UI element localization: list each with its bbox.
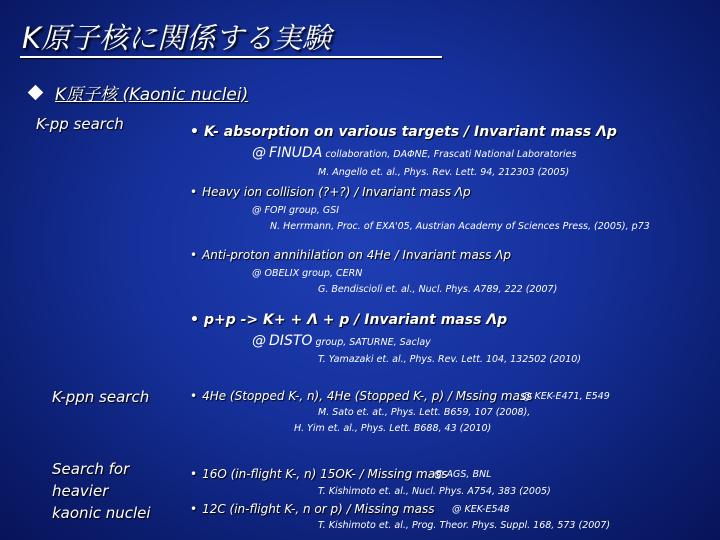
experiment-description: 16O (in-flight K-, n) 15OK- / Missing mass: [202, 467, 448, 481]
reference: T. Kishimoto et. al., Prog. Theor. Phys. Suppl. 168, 573 (2007): [318, 520, 611, 531]
collaboration: @ OBELIX group, CERN: [252, 268, 363, 279]
experiment-description: p+p -> K+ + Λ + p / Invariant mass Λp: [203, 312, 508, 328]
experiment-description: 4He (Stopped K-, n), 4He (Stopped K-, p) / Mssing mass: [202, 389, 533, 403]
bullet-dot: •: [190, 185, 198, 199]
bullet-dot: •: [190, 248, 198, 262]
title-underline: [20, 56, 442, 58]
section-bullet: [28, 80, 248, 105]
experiment-item: [190, 467, 448, 481]
reference: M. Angello et. al., Phys. Rev. Lett. 94, 212303 (2005): [318, 167, 570, 178]
collab-name: FINUDA: [269, 145, 323, 161]
label-heavier-line: kaonic nuclei: [52, 504, 151, 522]
experiment-item: [190, 389, 532, 403]
collaboration: [252, 145, 576, 161]
experiment-description: Heavy ion collision (?+?) / Invariant mass Λp: [202, 185, 471, 199]
bullet-dot: •: [190, 124, 199, 140]
collaboration: [252, 333, 431, 349]
collab-detail: group, SATURNE, Saclay: [315, 337, 431, 348]
collaboration: @ FOPI group, GSI: [252, 205, 340, 216]
experiment-description: 12C (in-flight K-, n or p) / Missing mass: [202, 502, 435, 516]
label-heavier-line: Search for: [52, 460, 130, 478]
label-heavier-search: [52, 458, 151, 524]
reference: H. Yim et. al., Phys. Lett. B688, 43 (2010): [294, 423, 492, 434]
collaboration: @ KEK-E471, E549: [522, 391, 610, 402]
reference: M. Sato et. at., Phys. Lett. B659, 107 (2008),: [318, 407, 531, 418]
experiment-item: [190, 185, 471, 199]
experiment-item: [190, 124, 617, 140]
experiment-description: K- absorption on various targets / Invariant mass Λp: [203, 124, 617, 140]
experiment-item: [190, 248, 511, 262]
collab-at: @: [252, 333, 266, 349]
reference: N. Herrmann, Proc. of EXA'05, Austrian Academy of Sciences Press, (2005), p73: [270, 221, 650, 232]
section-heading: K原子核 (Kaonic nuclei): [55, 85, 249, 105]
collab-name: DISTO: [269, 333, 313, 349]
collaboration: @ KEK-E548: [452, 504, 510, 515]
collab-detail: collaboration, DAΦNE, Frascati National Laboratories: [325, 149, 577, 160]
experiment-item: [190, 312, 507, 328]
bullet-dot: •: [190, 389, 198, 403]
label-kppn-search: K-ppn search: [52, 388, 150, 406]
bullet-dot: •: [190, 312, 199, 328]
reference: T. Kishimoto et. al., Nucl. Phys. A754, 383 (2005): [318, 486, 551, 497]
bullet-dot: •: [190, 502, 198, 516]
collaboration: @ AGS, BNL: [434, 469, 492, 480]
slide-title: K原子核に関係する実験: [22, 21, 332, 55]
experiment-item: [190, 502, 435, 516]
label-heavier-line: heavier: [52, 482, 109, 500]
bullet-dot: •: [190, 467, 198, 481]
label-kpp-search: K-pp search: [36, 115, 124, 133]
reference: T. Yamazaki et. al., Phys. Rev. Lett. 104, 132502 (2010): [318, 354, 582, 365]
reference: G. Bendiscioli et. al., Nucl. Phys. A789, 222 (2007): [318, 284, 558, 295]
experiment-description: Anti-proton annihilation on 4He / Invariant mass Λp: [202, 248, 511, 262]
collab-at: @: [252, 145, 266, 161]
diamond-bullet-icon: [28, 85, 44, 101]
